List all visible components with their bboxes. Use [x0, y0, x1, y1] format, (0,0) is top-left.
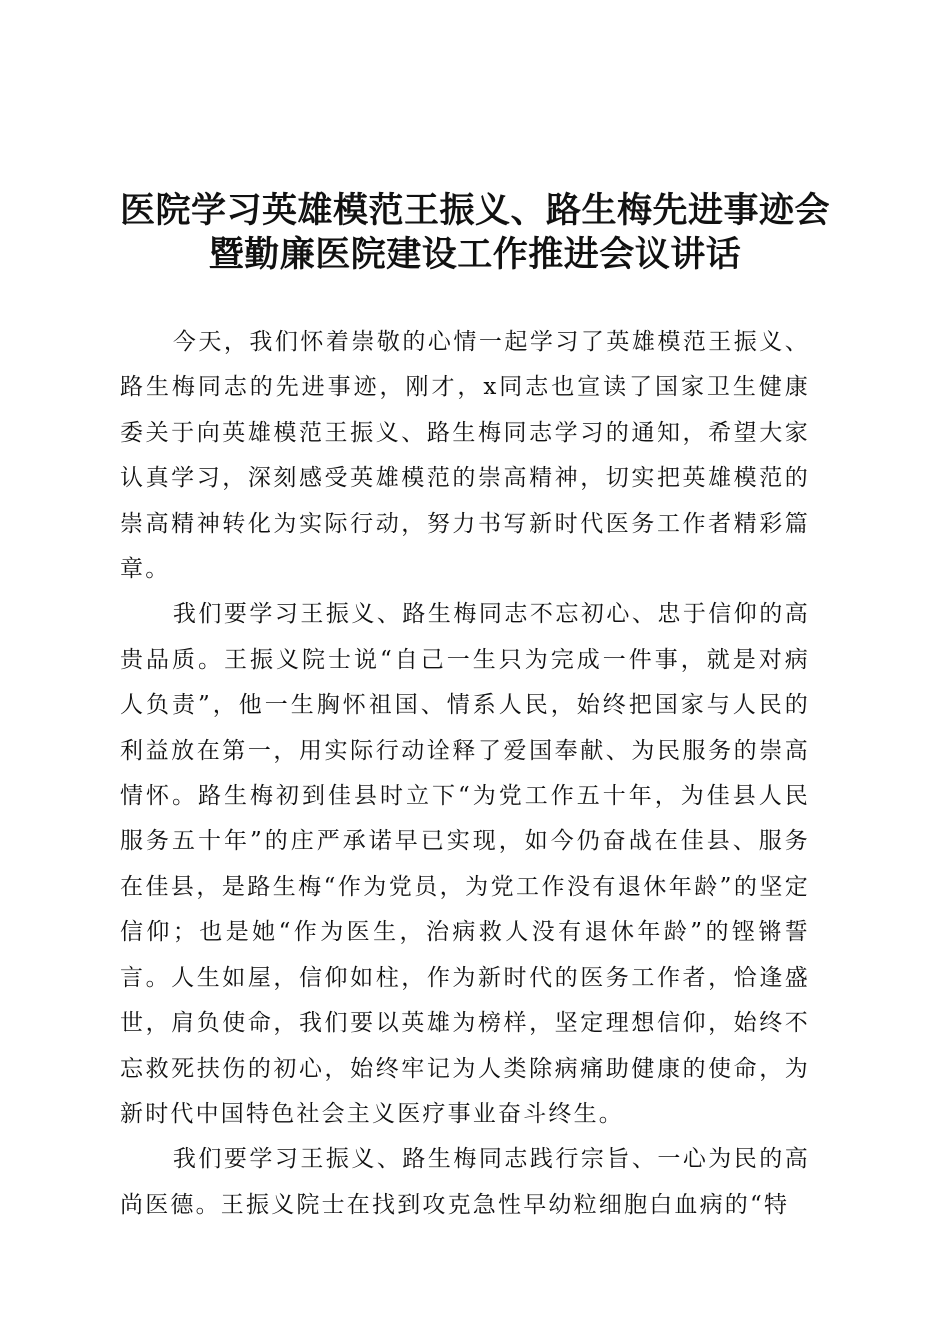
document-title-line-2: 暨勤廉医院建设工作推进会议讲话 — [208, 235, 742, 275]
document-body — [120, 320, 810, 1228]
paragraph-3: 我们要学习王振义、路生梅同志践行宗旨、一心为民的高尚医德。王振义院士在找到攻克急性早幼粒细胞白血病的“特 — [120, 1146, 810, 1218]
paragraph-1: 今天，我们怀着崇敬的心情一起学习了英雄模范王振义、路生梅同志的先进事迹，刚才，x同志也宣读了国家卫生健康委关于向英雄模范王振义、路生梅同志学习的通知，希望大家认真学习，深刻感受英雄模范的崇高精神，切实把英雄模范的崇高精神转化为实际行动，努力书写新时代医务工作者精彩篇章。 — [120, 329, 810, 583]
document-title-line-1: 医院学习英雄模范王振义、路生梅先进事迹会 — [119, 191, 830, 231]
paragraph-2: 我们要学习王振义、路生梅同志不忘初心、忠于信仰的高贵品质。王振义院士说“自己一生只为完成一件事，就是对病人负责”，他一生胸怀祖国、情系人民，始终把国家与人民的利益放在第一，用实际行动诠释了爱国奉献、为民服务的崇高情怀。路生梅初到佳县时立下“为党工作五十年，为佳县人民服务五十年”的庄严承诺早已实现，如今仍奋战在佳县、服务在佳县，是路生梅“作为党员，为党工作没有退休年龄”的坚定信仰；也是她“作为医生，治病救人没有退休年龄”的铿锵誓言。人生如屋，信仰如柱，作为新时代的医务工作者，恰逢盛世，肩负使命，我们要以英雄为榜样，坚定理想信仰，始终不忘救死扶伤的初心，始终牢记为人类除病痛助健康的使命，为新时代中国特色社会主义医疗事业奋斗终生。 — [120, 601, 810, 1127]
